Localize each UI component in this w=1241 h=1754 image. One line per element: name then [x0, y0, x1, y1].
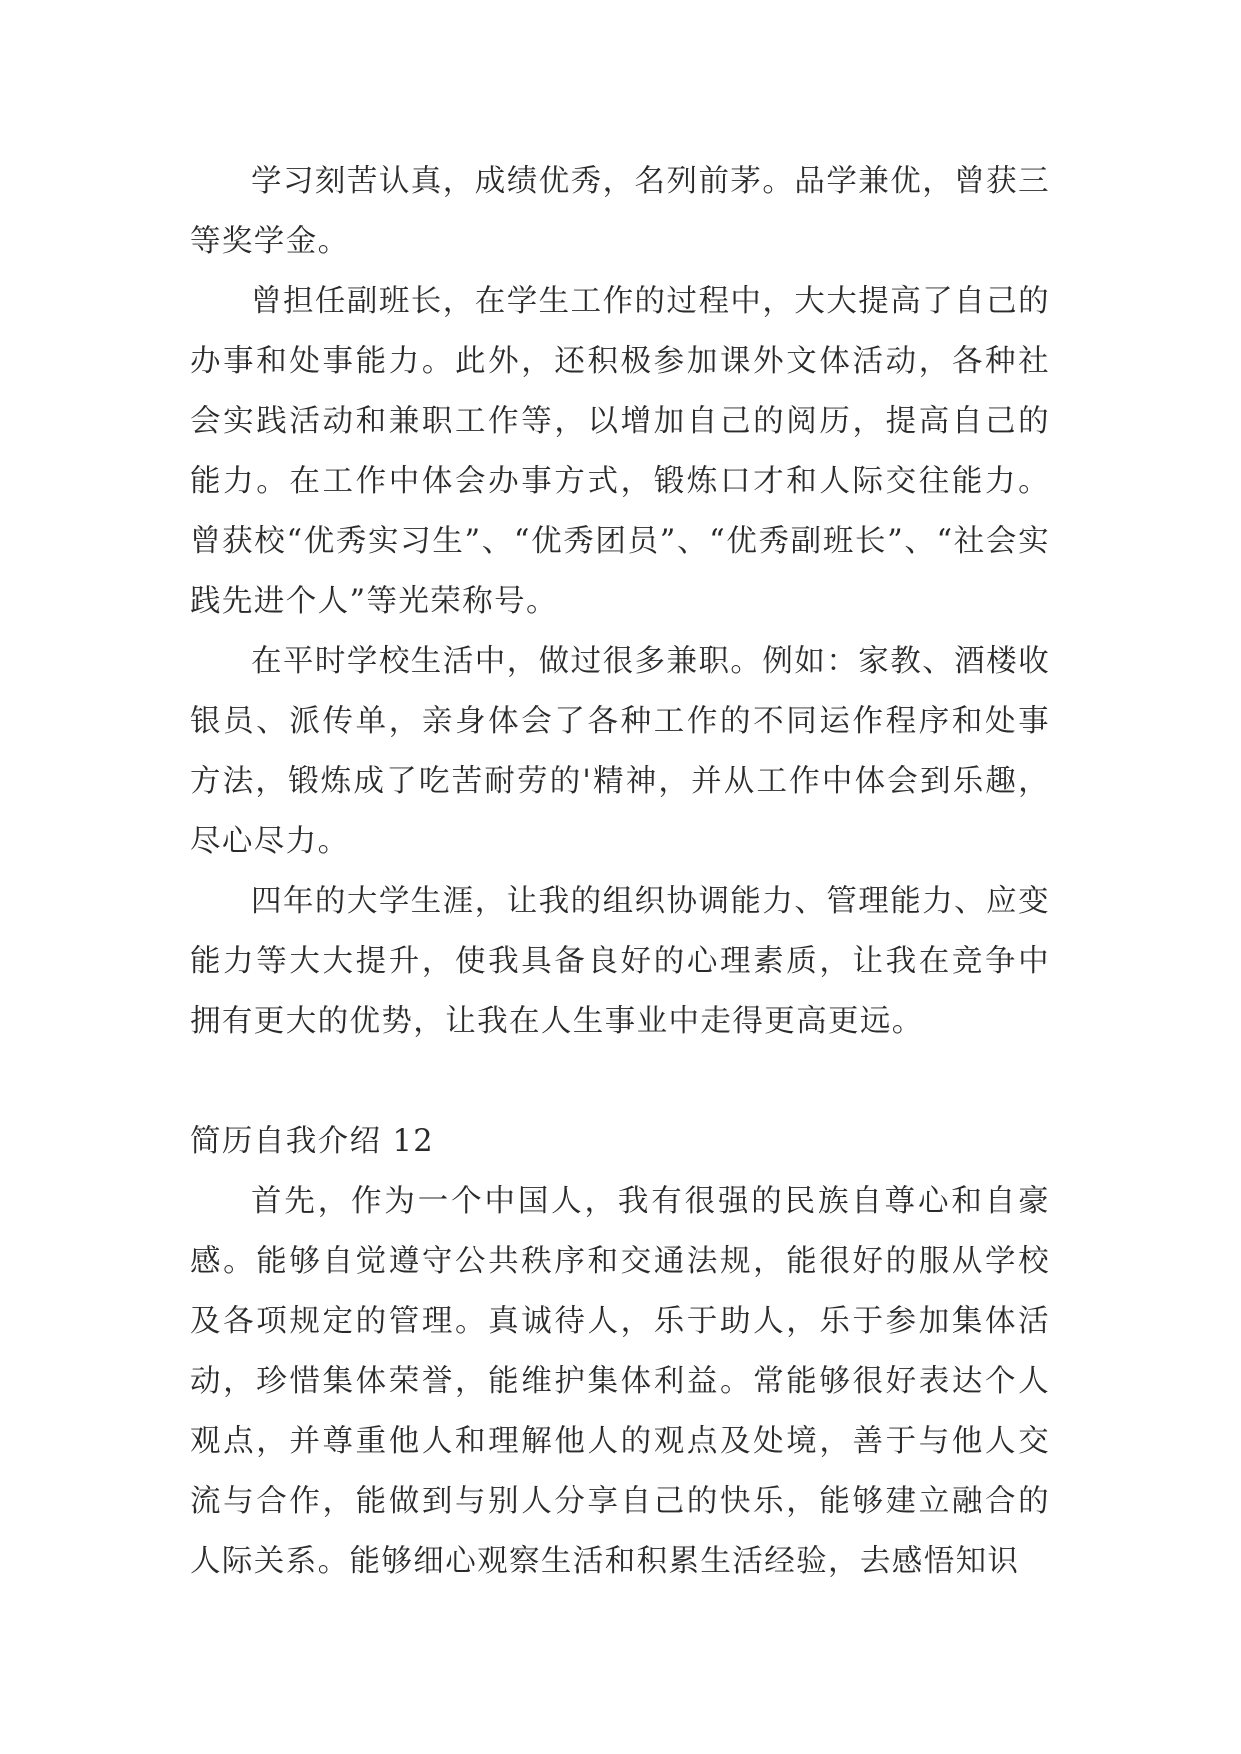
paragraph-scholarship: 学习刻苦认真，成绩优秀，名列前茅。品学兼优，曾获三等奖学金。 — [190, 164, 1050, 259]
paragraph-self-introduction: 首先，作为一个中国人，我有很强的民族自尊心和自豪感。能够自觉遵守公共秩序和交通法规，能很好的服从学校及各项规定的管理。真诚待人，乐于助人，乐于参加集体活动，珍惜集体荣誉，能维护集体利益。常能够很好表达个人观点，并尊重他人和理解他人的观点及处境，善于与他人交流与合作，能做到与别人分享自己的快乐，能够建立融合的人际关系。能够细心观察生活和积累生活经验，去感悟知识 — [190, 1184, 1050, 1579]
section-heading: 简历自我介绍 12 — [190, 1124, 435, 1159]
paragraph-part-time-jobs: 在平时学校生活中，做过很多兼职。例如：家教、酒楼收银员、派传单，亲身体会了各种工作的不同运作程序和处事方法，锻炼成了吃苦耐劳的'精神，并从工作中体会到乐趣，尽心尽力。 — [190, 644, 1050, 859]
paragraph-university-summary: 四年的大学生涯，让我的组织协调能力、管理能力、应变能力等大大提升，使我具备良好的心理素质，让我在竞争中拥有更大的优势，让我在人生事业中走得更高更远。 — [190, 884, 1050, 1039]
document-body — [190, 152, 1050, 1592]
paragraph-class-monitor: 曾担任副班长，在学生工作的过程中，大大提高了自己的办事和处事能力。此外，还积极参加课外文体活动，各种社会实践活动和兼职工作等，以增加自己的阅历，提高自己的能力。在工作中体会办事方式，锻炼口才和人际交往能力。曾获校“优秀实习生”、“优秀团员”、“优秀副班长”、“社会实践先进个人”等光荣称号。 — [190, 284, 1050, 619]
